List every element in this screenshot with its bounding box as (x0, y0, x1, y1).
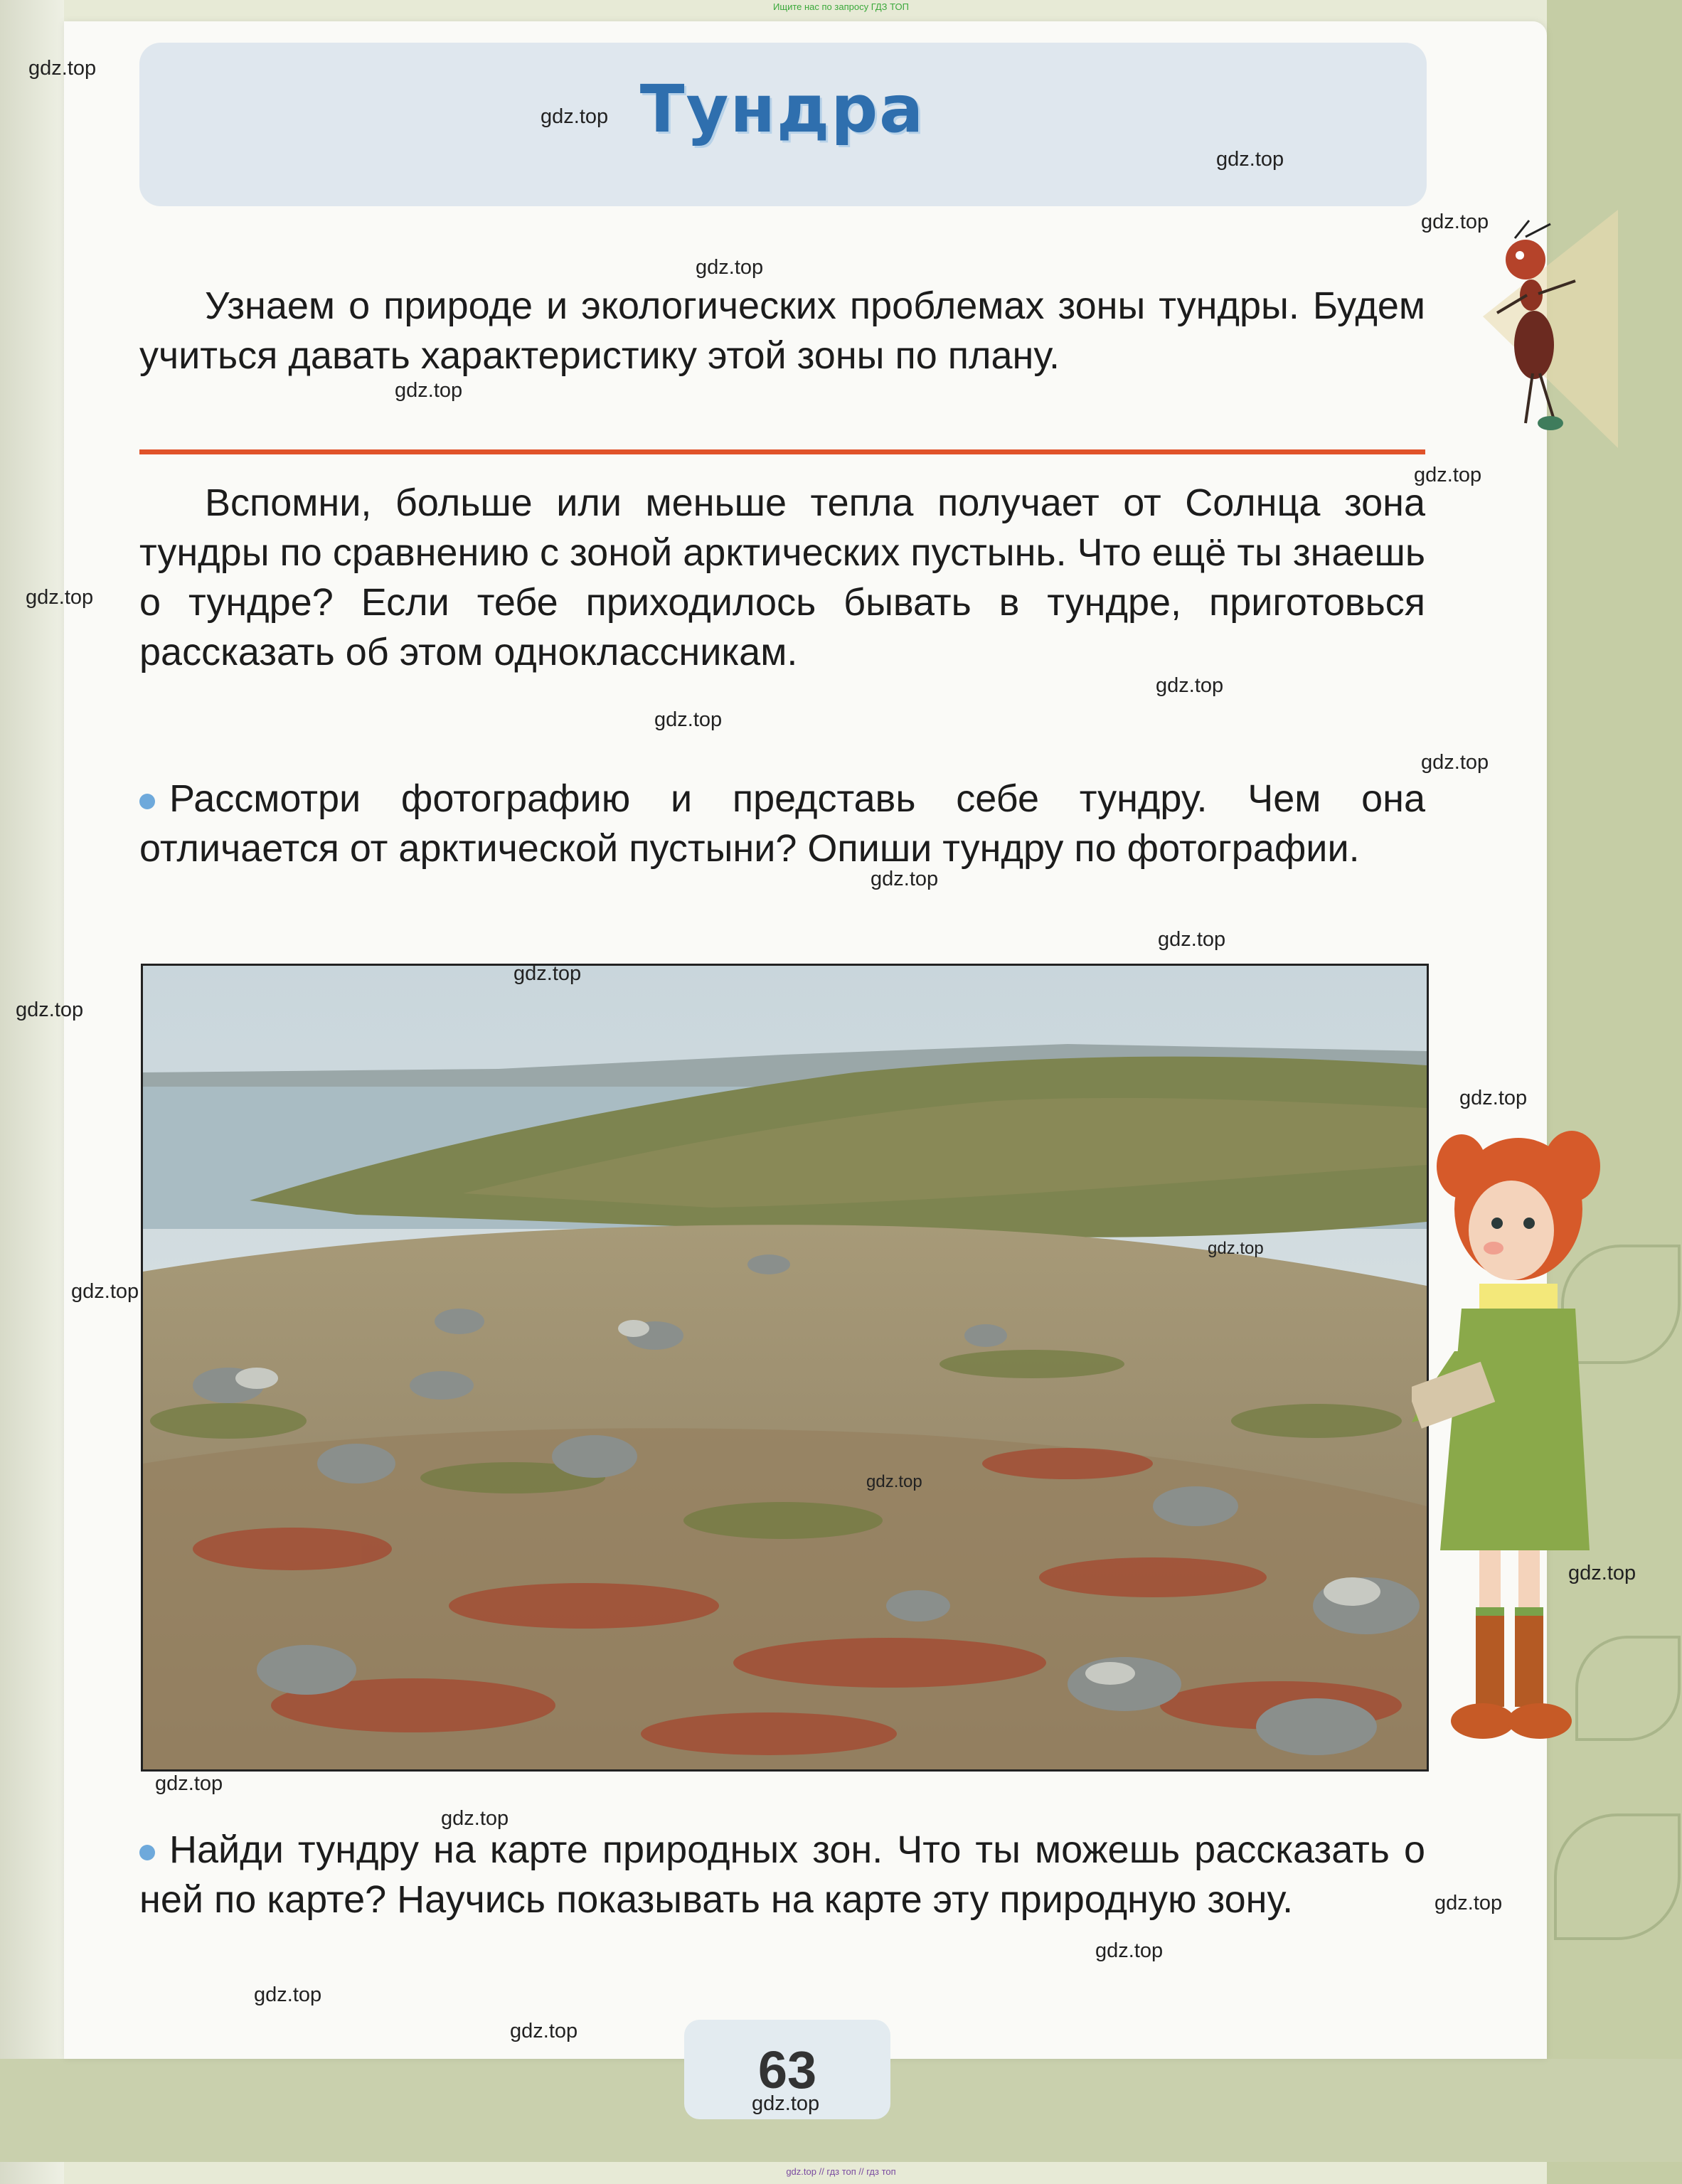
watermark: gdz.top (254, 1983, 322, 2006)
watermark: gdz.top (1095, 1939, 1164, 1962)
watermark: gdz.top (1414, 464, 1482, 486)
watermark: gdz.top (871, 868, 939, 890)
girl-illustration (1412, 1124, 1604, 1778)
leaf-decor (1554, 1813, 1681, 1940)
recall-text (139, 478, 1425, 677)
bottom-note: gdz.top // гдз топ // гдз топ (786, 2166, 896, 2177)
watermark: gdz.top (654, 708, 723, 731)
task-map-text: Найди тундру на карте природных зон. Что ты можешь рассказать о ней по карте? Научись показывать на карте эту природную зону. (139, 1828, 1425, 1921)
page-title: Тундра (639, 71, 925, 147)
watermark: gdz.top (866, 1472, 922, 1491)
task-photo-text: Рассмотри фотографию и представь себе тундру. Чем она отличается от арктической пустыни? Опиши тундру по фотографии. (139, 777, 1425, 870)
top-note: Ищите нас по запросу ГДЗ ТОП (773, 1, 909, 12)
watermark: gdz.top (26, 586, 94, 609)
watermark: gdz.top (1435, 1892, 1503, 1914)
watermark: gdz.top (1208, 1239, 1264, 1258)
watermark: gdz.top (752, 2092, 820, 2115)
intro-text (139, 281, 1425, 380)
intro-paragraph: Узнаем о природе и экологических проблемах зоны тундры. Будем учиться давать характеристику этой зоны по плану. (139, 284, 1425, 377)
watermark: gdz.top (441, 1807, 509, 1830)
task-map (139, 1825, 1425, 1924)
recall-paragraph: Вспомни, больше или меньше тепла получает от Солнца зона тундры по сравнению с зоной арктических пустынь. Что ещё ты знаешь о тундре? Если тебе приходилось бывать в тундре, приготовься рассказать об этом одноклассникам. (139, 481, 1425, 673)
watermark: gdz.top (1421, 211, 1489, 233)
bullet-icon (139, 794, 155, 809)
watermark: gdz.top (1568, 1562, 1636, 1584)
page-number: 63 (757, 2040, 817, 2099)
task-photo (139, 774, 1425, 873)
watermark: gdz.top (28, 57, 97, 80)
watermark: gdz.top (155, 1772, 223, 1795)
left-shade (0, 0, 64, 2184)
bullet-icon (139, 1845, 155, 1860)
ant-illustration (1483, 210, 1618, 448)
watermark: gdz.top (1459, 1087, 1528, 1109)
watermark: gdz.top (16, 998, 84, 1021)
tundra-photo (141, 964, 1429, 1772)
divider-line (139, 449, 1425, 454)
watermark: gdz.top (1158, 928, 1226, 951)
watermark: gdz.top (541, 105, 609, 128)
watermark: gdz.top (510, 2020, 578, 2042)
watermark: gdz.top (71, 1280, 139, 1303)
watermark: gdz.top (513, 962, 582, 985)
watermark: gdz.top (1421, 751, 1489, 774)
watermark: gdz.top (1216, 148, 1284, 171)
watermark: gdz.top (395, 379, 463, 402)
watermark: gdz.top (1156, 674, 1224, 697)
watermark: gdz.top (696, 256, 764, 279)
